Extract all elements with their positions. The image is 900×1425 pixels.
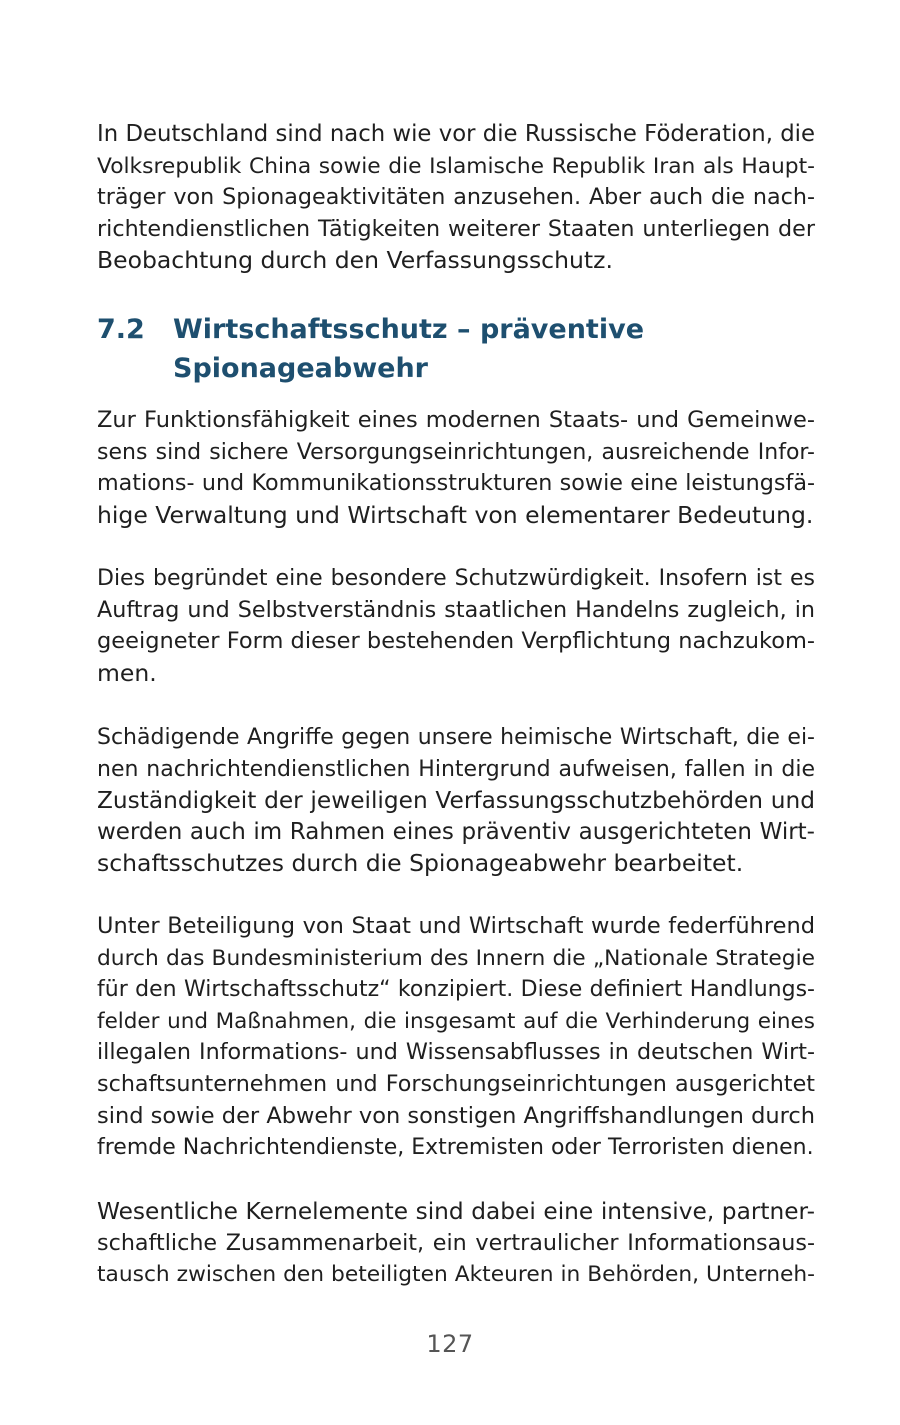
page-number: 127 <box>426 1330 474 1358</box>
body-paragraph <box>97 405 815 531</box>
text-line: In Deutschland sind nach wie vor die Russische Föderation, die <box>97 121 815 147</box>
text-line: fremde Nachrichtendienste, Extremisten oder Terroristen dienen. <box>97 1135 814 1161</box>
text-line: sind sowie der Abwehr von sonstigen Angriffshandlungen durch <box>97 1102 815 1129</box>
text-line: schaftliche Zusammenarbeit, ein vertraulicher Informationsaus- <box>97 1229 815 1256</box>
text-line: durch das Bundesministerium des Innern die „Nationale Strategie <box>97 945 815 971</box>
text-line: Wesentliche Kernelemente sind dabei eine intensive, partner- <box>97 1198 815 1225</box>
text-line: Unter Beteiligung von Staat und Wirtschaft wurde federführend <box>97 913 815 939</box>
text-line: für den Wirtschaftsschutz“ konzipiert. Diese definiert Handlungs- <box>97 977 815 1003</box>
text-line: schaftsunternehmen und Forschungseinrichtungen ausgerichtet <box>97 1070 815 1097</box>
text-line: tausch zwischen den beteiligten Akteuren in Behörden, Unterneh- <box>97 1262 815 1288</box>
text-line: mations- und Kommunikationsstrukturen sowie eine leistungsfä- <box>97 470 815 497</box>
text-line: schaftsschutzes durch die Spionageabwehr bearbeitet. <box>97 849 744 878</box>
text-line: Zur Funktionsfähigkeit eines modernen Staats- und Gemeinwe- <box>97 407 815 433</box>
section-title-line: Spionageabwehr <box>173 353 428 384</box>
intro-paragraph <box>97 119 815 277</box>
text-line: Beobachtung durch den Verfassungsschutz. <box>97 246 613 275</box>
text-line: Schädigende Angriffe gegen unsere heimische Wirtschaft, die ei- <box>97 725 815 750</box>
text-line: hige Verwaltung und Wirtschaft von elementarer Bedeutung. <box>97 500 814 529</box>
text-line: richtendienstlichen Tätigkeiten weiterer Staaten unterliegen der <box>97 215 815 242</box>
text-line: geeigneter Form dieser bestehenden Verpflichtung nachzukom- <box>97 628 815 655</box>
text-line: Zuständigkeit der jeweiligen Verfassungsschutzbehörden und <box>97 787 815 815</box>
body-paragraph <box>97 722 815 880</box>
body-paragraph <box>97 1196 815 1291</box>
body-paragraph <box>97 911 815 1164</box>
text-line: sens sind sichere Versorgungseinrichtungen, ausreichende Infor- <box>97 439 815 465</box>
section-title-line: Wirtschaftsschutz – präventive <box>173 314 645 345</box>
section-number: 7.2 <box>97 314 145 345</box>
text-line: Dies begründet eine besondere Schutzwürdigkeit. Insofern ist es <box>97 566 815 591</box>
text-line: träger von Spionageaktivitäten anzusehen. Aber auch die nach- <box>97 184 815 211</box>
text-line: felder und Maßnahmen, die insgesamt auf die Verhinderung eines <box>97 1008 815 1034</box>
text-line: illegalen Informations- und Wissensabflusses in deutschen Wirt- <box>97 1039 815 1066</box>
text-line: Auftrag und Selbstverständnis staatlichen Handelns zugleich, in <box>97 596 815 623</box>
body-paragraph <box>97 563 815 689</box>
section-heading <box>97 310 815 388</box>
text-line: nen nachrichtendienstlichen Hintergrund aufweisen, fallen in die <box>97 756 815 782</box>
text-line: werden auch im Rahmen eines präventiv ausgerichteten Wirt- <box>97 818 815 845</box>
text-line: Volksrepublik China sowie die Islamische Republik Iran als Haupt- <box>97 153 815 179</box>
text-line: men. <box>97 658 157 687</box>
